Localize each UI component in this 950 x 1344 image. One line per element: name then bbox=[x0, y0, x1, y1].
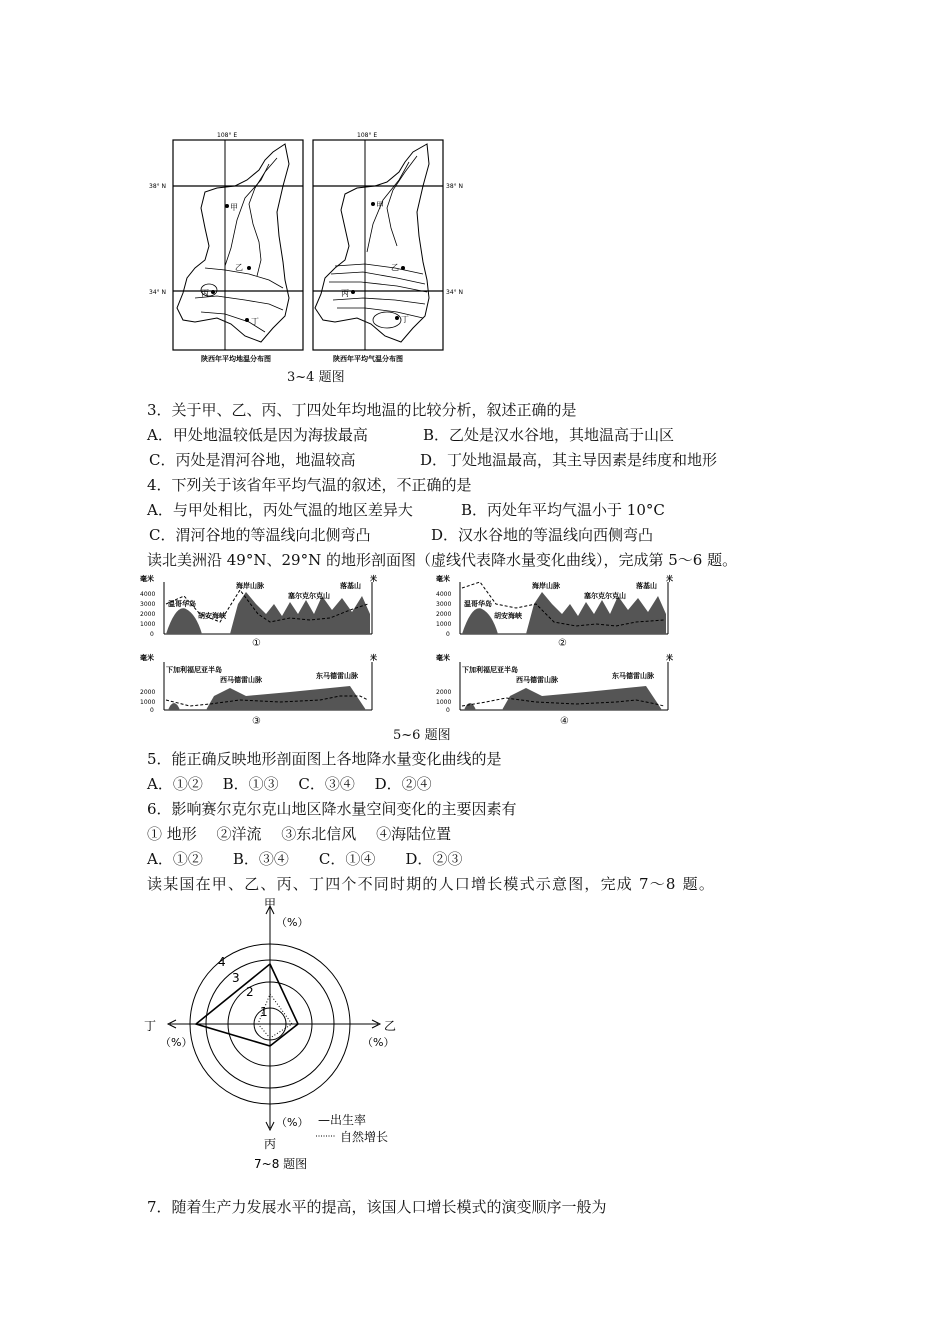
p2-tick-0: 0 bbox=[446, 631, 450, 638]
left-map-title: 陕西年平均地温分布图 bbox=[201, 355, 271, 363]
q4-option-d: D．汉水谷地的等温线向西侧弯凸 bbox=[431, 526, 654, 544]
q5-options: A．①② B．①③ C．③④ D．②④ bbox=[147, 775, 432, 793]
p3-unit-left: 毫米 bbox=[140, 654, 154, 662]
p4-east-sierra: 东马德雷山脉 bbox=[612, 672, 654, 680]
caption-5-6: 5~6 题图 bbox=[393, 728, 451, 743]
map-figure-svg bbox=[149, 128, 464, 378]
p3-east-sierra: 东马德雷山脉 bbox=[316, 672, 358, 680]
lat38-left: 38° N bbox=[149, 183, 167, 190]
map-label-ding: 丁 bbox=[251, 317, 259, 326]
p3-tick-0: 0 bbox=[150, 707, 154, 714]
q6-stem: 6．影响赛尔克尔克山地区降水量空间变化的主要因素有 bbox=[147, 800, 517, 818]
q3-option-c: C．丙处是渭河谷地，地温较高 bbox=[149, 451, 356, 469]
radar-axis-yi: 乙 bbox=[384, 1019, 397, 1033]
caption-7-8: 7~8 题图 bbox=[254, 1157, 308, 1171]
p2-unit-right: 米 bbox=[666, 575, 673, 583]
ring-label-2: 2 bbox=[246, 985, 254, 999]
q7-stem: 7．随着生产力发展水平的提高，该国人口增长模式的演变顺序一般为 bbox=[147, 1198, 607, 1216]
p2-tick-2000: 2000 bbox=[436, 611, 452, 618]
q3-stem: 3．关于甲、乙、丙、丁四处年均地温的比较分析，叙述正确的是 bbox=[147, 401, 577, 419]
intro-7-8: 读某国在甲、乙、丙、丁四个不同时期的人口增长模式示意图，完成 7～8 题。 bbox=[147, 875, 716, 893]
q5-stem: 5．能正确反映地形剖面图上各地降水量变化曲线的是 bbox=[147, 750, 502, 768]
p2-tick-1000: 1000 bbox=[436, 621, 452, 628]
p1-strait: 胡安海峡 bbox=[198, 612, 226, 620]
p4-number: ④ bbox=[560, 716, 569, 727]
p4-baja: 下加利福尼亚半岛 bbox=[462, 666, 518, 674]
p2-number: ② bbox=[558, 638, 567, 649]
p3-number: ③ bbox=[252, 716, 261, 727]
p3-west-sierra: 西马德雷山脉 bbox=[220, 676, 262, 684]
q6-factors: ① 地形 ②洋流 ③东北信风 ④海陆位置 bbox=[147, 825, 452, 843]
p4-unit-right: 米 bbox=[666, 654, 673, 662]
q4-option-a: A．与甲处相比，丙处气温的地区差异大 bbox=[147, 501, 413, 519]
p1-sierra: 塞尔克尔克山 bbox=[288, 592, 330, 600]
profile-panel-1 bbox=[140, 574, 377, 649]
q4-option-b: B．丙处年平均气温小于 10°C bbox=[461, 501, 665, 519]
p1-tick-1000: 1000 bbox=[140, 621, 156, 628]
p1-coast: 海岸山脉 bbox=[236, 582, 264, 590]
map-label-bing: 丙 bbox=[201, 289, 209, 298]
p2-tick-4000: 4000 bbox=[436, 591, 452, 598]
radar-figure-svg bbox=[140, 896, 420, 1176]
p1-tick-3000: 3000 bbox=[140, 601, 156, 608]
p1-tick-4000: 4000 bbox=[140, 591, 156, 598]
intro-5-6: 读北美洲沿 49°N、29°N 的地形剖面图（虚线代表降水量变化曲线），完成第 5～6 题。 bbox=[147, 551, 738, 569]
q3-option-d: D．丁处地温最高，其主导因素是纬度和地形 bbox=[420, 451, 718, 469]
p4-tick-2000: 2000 bbox=[436, 689, 452, 696]
profile-panel-2 bbox=[436, 574, 673, 649]
map-label-jia-r: 甲 bbox=[376, 201, 384, 210]
p4-west-sierra: 西马德雷山脉 bbox=[516, 676, 558, 684]
ring-label-1: 1 bbox=[260, 1005, 268, 1019]
lon-label-left: 108° E bbox=[217, 132, 238, 139]
p2-strait: 胡安海峡 bbox=[494, 612, 522, 620]
p3-baja: 下加利福尼亚半岛 bbox=[166, 666, 222, 674]
q3-option-b: B．乙处是汉水谷地，其地温高于山区 bbox=[423, 426, 675, 444]
q4-option-c: C．渭河谷地的等温线向北侧弯凸 bbox=[149, 526, 371, 544]
p2-sierra: 塞尔克尔克山 bbox=[584, 592, 626, 600]
legend-natural-growth: 自然增长 bbox=[340, 1130, 389, 1144]
p1-unit-right: 米 bbox=[370, 575, 377, 583]
p2-unit-left: 毫米 bbox=[436, 575, 450, 583]
ring-label-4: 4 bbox=[218, 955, 226, 969]
p4-unit-left: 毫米 bbox=[436, 654, 450, 662]
radar-unit-top: （%） bbox=[276, 916, 309, 929]
radar-axis-jia: 甲 bbox=[264, 897, 277, 911]
radar-axis-bing: 丙 bbox=[264, 1137, 277, 1151]
map-label-bing-r: 丙 bbox=[341, 289, 349, 298]
lon-label-right: 108° E bbox=[357, 132, 378, 139]
q3-option-a: A．甲处地温较低是因为海拔最高 bbox=[147, 426, 368, 444]
p3-unit-right: 米 bbox=[370, 654, 377, 662]
p3-tick-2000: 2000 bbox=[140, 689, 156, 696]
ring-label-3: 3 bbox=[232, 971, 240, 985]
map-label-yi-r: 乙 bbox=[391, 263, 399, 272]
legend-birth-rate: —出生率 bbox=[318, 1113, 367, 1127]
lat38-right: 38° N bbox=[446, 183, 464, 190]
lat34-left: 34° N bbox=[149, 289, 167, 296]
p2-island: 温哥华岛 bbox=[464, 600, 492, 608]
p1-island: 温哥华岛 bbox=[168, 600, 196, 608]
radar-unit-bottom: （%） bbox=[276, 1116, 309, 1129]
profile-panel-4 bbox=[436, 653, 673, 727]
radar-unit-right: （%） bbox=[362, 1036, 395, 1049]
p3-tick-1000: 1000 bbox=[140, 699, 156, 706]
map-figure-3-4 bbox=[149, 128, 464, 378]
p4-tick-0: 0 bbox=[446, 707, 450, 714]
profile-figure-svg bbox=[140, 574, 700, 744]
p1-tick-0: 0 bbox=[150, 631, 154, 638]
p4-tick-1000: 1000 bbox=[436, 699, 452, 706]
lat34-right: 34° N bbox=[446, 289, 464, 296]
p1-tick-2000: 2000 bbox=[140, 611, 156, 618]
right-map-title: 陕西年平均气温分布图 bbox=[333, 355, 403, 363]
radar-axis-ding: 丁 bbox=[144, 1019, 157, 1033]
radar-figure-7-8 bbox=[140, 896, 420, 1176]
p1-rocky: 落基山 bbox=[340, 582, 361, 590]
p1-unit-left: 毫米 bbox=[140, 575, 154, 583]
p2-tick-3000: 3000 bbox=[436, 601, 452, 608]
p2-coast: 海岸山脉 bbox=[532, 582, 560, 590]
map-label-jia: 甲 bbox=[230, 203, 238, 212]
q4-stem: 4．下列关于该省年平均气温的叙述，不正确的是 bbox=[147, 476, 472, 494]
p1-number: ① bbox=[252, 638, 261, 649]
map-label-yi: 乙 bbox=[235, 263, 243, 272]
p2-rocky: 落基山 bbox=[636, 582, 657, 590]
profile-panel-3 bbox=[140, 653, 377, 727]
q6-options: A．①② B．③④ C．①④ D．②③ bbox=[147, 850, 463, 868]
profile-figure-5-6 bbox=[140, 574, 700, 744]
caption-3-4: 3~4 题图 bbox=[287, 370, 345, 385]
radar-unit-left: （%） bbox=[160, 1036, 193, 1049]
map-label-ding-r: 丁 bbox=[401, 315, 409, 324]
